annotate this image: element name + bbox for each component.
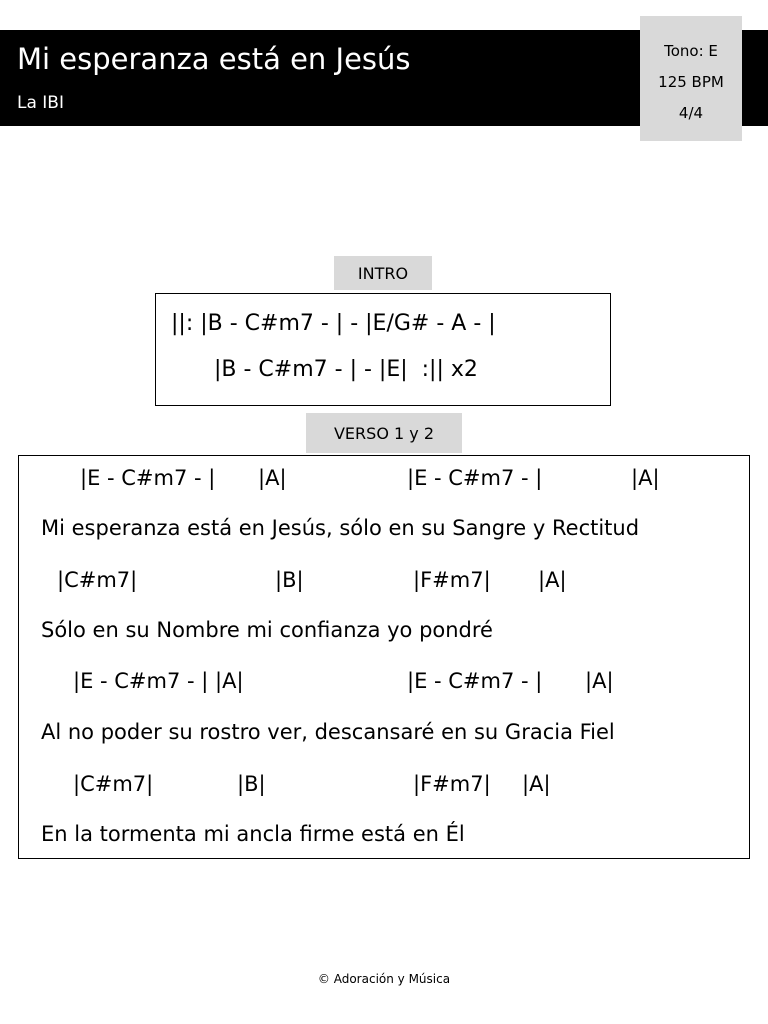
chord: |C#m7| (57, 568, 138, 592)
chord: |B| (275, 568, 304, 592)
intro-chord-line: ||: |B - C#m7 - | - |E/G# - A - | (171, 311, 496, 336)
copyright-footer: © Adoración y Música (317, 972, 451, 986)
lyric-line: Mi esperanza está en Jesús, sólo en su Sangre y Rectitud (41, 516, 640, 540)
chord: |A| (631, 466, 660, 490)
intro-chord-line: |B - C#m7 - | - |E| :|| x2 (214, 357, 478, 382)
lyric-line: Sólo en su Nombre mi confianza yo pondré (41, 618, 493, 642)
lyric-line: En la tormenta mi ancla firme está en Él (41, 822, 465, 846)
chord: |E - C#m7 - | |A| (73, 669, 244, 693)
chord: |A| (538, 568, 567, 592)
chord: |A| (585, 669, 614, 693)
verse-chord-box (18, 455, 750, 859)
tempo-label: 125 BPM (658, 73, 724, 91)
chord: |A| (522, 772, 551, 796)
chord: |B| (237, 772, 266, 796)
song-meta-box (640, 16, 742, 141)
chord: |A| (258, 466, 287, 490)
intro-chord-box (155, 293, 611, 406)
chord: |E - C#m7 - | (407, 669, 543, 693)
chord: |F#m7| (413, 772, 491, 796)
intro-section-label: INTRO (334, 256, 432, 290)
chord: |E - C#m7 - | (80, 466, 216, 490)
time-signature-label: 4/4 (678, 104, 704, 122)
chord: |F#m7| (413, 568, 491, 592)
chord: |C#m7| (73, 772, 154, 796)
lyric-line: Al no poder su rostro ver, descansaré en su Gracia Fiel (41, 720, 615, 744)
chord: |E - C#m7 - | (407, 466, 543, 490)
artist-name: La IBI (17, 93, 64, 113)
song-title: Mi esperanza está en Jesús (17, 42, 411, 76)
verse-section-label: VERSO 1 y 2 (306, 413, 462, 453)
key-label: Tono: E (664, 42, 718, 60)
